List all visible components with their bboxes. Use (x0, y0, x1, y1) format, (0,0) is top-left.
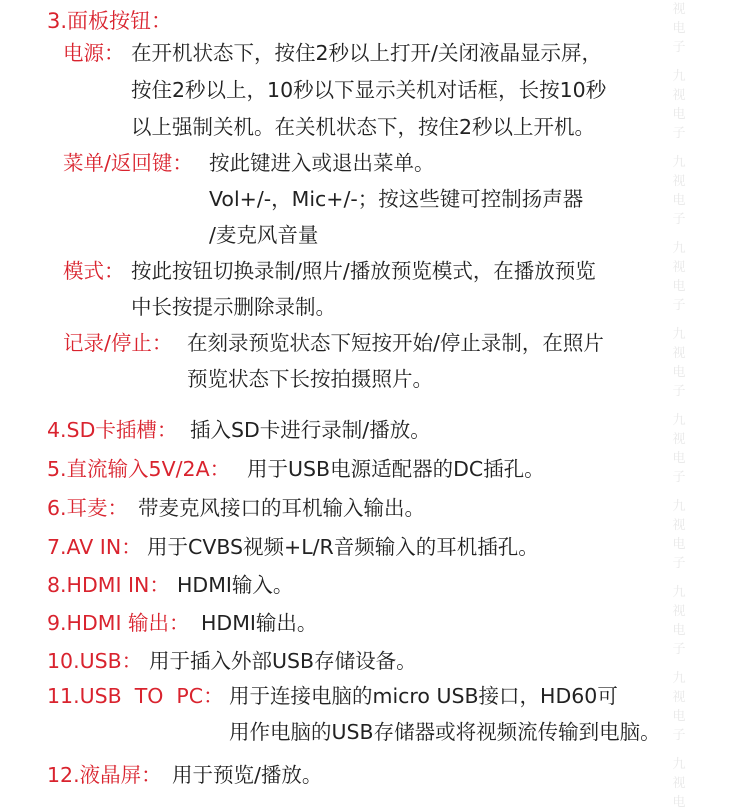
power-desc-line-1: 在开机状态下，按住2秒以上打开/关闭液晶显示屏， (131, 41, 602, 65)
watermark-char: 电 (672, 795, 686, 810)
watermark-char: 子 (672, 470, 686, 485)
watermark-char: 视 (672, 604, 686, 619)
sd-slot-desc: 插入SD卡进行录制/播放。 (190, 418, 431, 442)
menu-back-desc-line-1: 按此键进入或退出菜单。 (209, 151, 435, 175)
hdmi-in-label: 8.HDMI IN： (47, 573, 170, 597)
watermark-char: 视 (672, 2, 686, 17)
mode-desc-line-1: 按此按钮切换录制/照片/播放预览模式，在播放预览 (131, 259, 596, 283)
power-desc-line-2: 按住2秒以上，10秒以下显示关机对话框，长按10秒 (131, 78, 607, 102)
watermark-char: 子 (672, 212, 686, 227)
dc-input-label: 5.直流输入5V/2A： (47, 457, 231, 481)
watermark-char: 电 (672, 365, 686, 380)
watermark-char: 电 (672, 193, 686, 208)
watermark-char: 电 (672, 709, 686, 724)
mode-desc-line-2: 中长按提示删除录制。 (131, 295, 336, 319)
menu-back-desc-line-3: /麦克风音量 (209, 223, 319, 247)
watermark-char: 子 (672, 556, 686, 571)
sd-slot-label: 4.SD卡插槽： (47, 418, 178, 442)
watermark-char: 九 (672, 757, 686, 772)
watermark-char: 九 (672, 327, 686, 342)
power-desc-line-3: 以上强制关机。在关机状态下，按住2秒以上开机。 (131, 115, 596, 139)
watermark-column (666, 0, 692, 810)
watermark-char: 子 (672, 642, 686, 657)
menu-back-desc-line-2: Vol+/-，Mic+/-；按这些键可控制扬声器 (209, 187, 584, 211)
usb-to-pc-label: 11.USB TO PC： (47, 684, 224, 708)
usb-desc: 用于插入外部USB存储设备。 (149, 649, 417, 673)
watermark-char: 子 (672, 126, 686, 141)
watermark-char: 视 (672, 518, 686, 533)
hdmi-in-desc: HDMI输入。 (177, 573, 294, 597)
watermark-char: 子 (672, 728, 686, 743)
watermark-char: 子 (672, 298, 686, 313)
watermark-char: 电 (672, 451, 686, 466)
usb-to-pc-desc-line-2: 用作电脑的USB存储器或将视频流传输到电脑。 (229, 720, 661, 744)
dc-input-desc: 用于USB电源适配器的DC插孔。 (247, 457, 545, 481)
record-stop-desc-line-2: 预览状态下长按拍摄照片。 (187, 367, 433, 391)
watermark-char: 视 (672, 260, 686, 275)
watermark-char: 九 (672, 69, 686, 84)
watermark-char: 九 (672, 499, 686, 514)
watermark-char: 视 (672, 174, 686, 189)
watermark-char: 视 (672, 346, 686, 361)
headset-label: 6.耳麦： (47, 496, 129, 520)
watermark-char: 电 (672, 623, 686, 638)
section-3-heading: 3.面板按钮： (47, 9, 173, 33)
watermark-char: 视 (672, 776, 686, 791)
av-in-label: 7.AV IN： (47, 535, 142, 559)
lcd-desc: 用于预览/播放。 (172, 763, 323, 787)
watermark-char: 九 (672, 413, 686, 428)
watermark-char: 电 (672, 107, 686, 122)
watermark-char: 九 (672, 585, 686, 600)
watermark-char: 子 (672, 384, 686, 399)
power-label: 电源： (63, 41, 125, 65)
record-stop-desc-line-1: 在刻录预览状态下短按开始/停止录制，在照片 (187, 331, 604, 355)
av-in-desc: 用于CVBS视频+L/R音频输入的耳机插孔。 (147, 535, 539, 559)
watermark-char: 视 (672, 690, 686, 705)
watermark-char: 视 (672, 432, 686, 447)
headset-desc: 带麦克风接口的耳机输入输出。 (138, 496, 425, 520)
watermark-char: 电 (672, 21, 686, 36)
usb-label: 10.USB： (47, 649, 143, 673)
hdmi-out-desc: HDMI输出。 (201, 611, 318, 635)
record-stop-label: 记录/停止： (63, 331, 173, 355)
watermark-char: 九 (672, 671, 686, 686)
menu-back-label: 菜单/返回键： (63, 151, 193, 175)
watermark-char: 九 (672, 241, 686, 256)
watermark-char: 子 (672, 40, 686, 55)
watermark-char: 电 (672, 537, 686, 552)
usb-to-pc-desc-line-1: 用于连接电脑的micro USB接口，HD60可 (229, 684, 618, 708)
mode-label: 模式： (63, 259, 125, 283)
watermark-char: 九 (672, 155, 686, 170)
watermark-char: 电 (672, 279, 686, 294)
hdmi-out-label: 9.HDMI 输出： (47, 611, 190, 635)
watermark-char: 视 (672, 88, 686, 103)
lcd-label: 12.液晶屏： (47, 763, 162, 787)
